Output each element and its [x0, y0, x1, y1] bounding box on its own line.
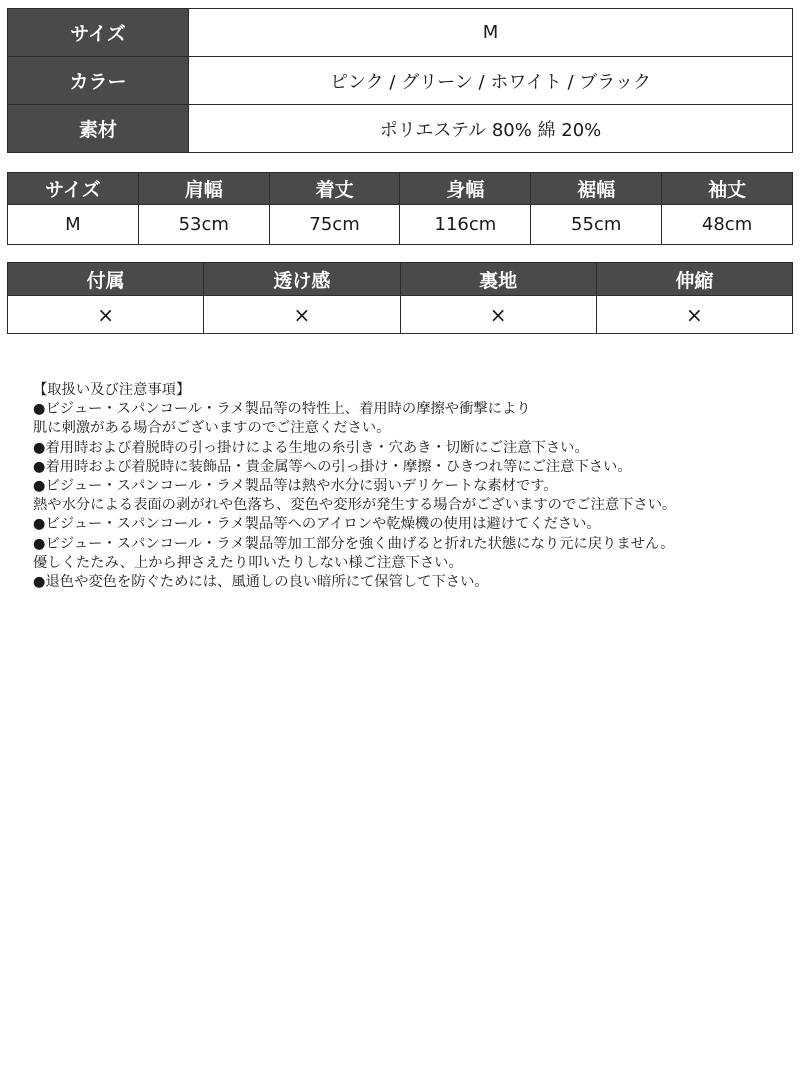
size-value-length: 75cm — [269, 205, 400, 245]
care-note-line: ●着用時および着脱時の引っ掛けによる生地の糸引き・穴あき・切断にご注意下さい。 — [33, 439, 589, 456]
size-table-header-row — [8, 173, 793, 205]
care-note-line: 肌に刺激がある場合がございますのでご注意ください。 — [33, 420, 391, 437]
size-value-chest: 116cm — [400, 205, 531, 245]
attr-value-sheerness: × — [204, 296, 400, 334]
care-note-line: ●ビジュー・スパンコール・ラメ製品等の特性上、着用時の摩擦や衝撃により — [33, 401, 531, 418]
care-note-line: ●ビジュー・スパンコール・ラメ製品等へのアイロンや乾燥機の使用は避けてください。 — [33, 516, 601, 533]
size-value-hem: 55cm — [531, 205, 662, 245]
size-value-sleeve: 48cm — [662, 205, 793, 245]
attr-value-stretch: × — [596, 296, 792, 334]
care-note-line: ●着用時および着脱時に装飾品・貴金属等への引っ掛け・摩擦・ひきつれ等にご注意下さい。 — [33, 458, 632, 475]
care-note-line: 優しくたたみ、上から押さえたり叩いたりしない様ご注意下さい。 — [33, 554, 463, 571]
attr-header-lining: 裏地 — [400, 263, 596, 296]
size-header-length: 着丈 — [269, 173, 400, 205]
attr-header-accessories: 付属 — [8, 263, 204, 296]
care-note-line: ●退色や変色を防ぐためには、風通しの良い暗所にて保管して下さい。 — [33, 574, 489, 591]
attr-header-stretch: 伸縮 — [596, 263, 792, 296]
care-notes — [33, 381, 793, 592]
spec-label-size: サイズ — [8, 9, 189, 57]
attribute-table — [7, 262, 793, 334]
size-header-sleeve: 袖丈 — [662, 173, 793, 205]
care-note-line: ●ビジュー・スパンコール・ラメ製品等加工部分を強く曲げると折れた状態になり元に戻りません。 — [33, 535, 675, 552]
spec-row-material — [8, 105, 793, 153]
spec-label-material: 素材 — [8, 105, 189, 153]
attribute-value-row — [8, 296, 793, 334]
attr-header-sheerness: 透け感 — [204, 263, 400, 296]
size-header-hem: 裾幅 — [531, 173, 662, 205]
spec-value-size: M — [189, 9, 793, 57]
attr-value-lining: × — [400, 296, 596, 334]
spec-row-size — [8, 9, 793, 57]
care-note-line: ●ビジュー・スパンコール・ラメ製品等は熱や水分に弱いデリケートな素材です。 — [33, 478, 558, 495]
spec-value-color: ピンク / グリーン / ホワイト / ブラック — [189, 57, 793, 105]
size-table-value-row — [8, 205, 793, 245]
spec-table — [7, 8, 793, 153]
spec-label-color: カラー — [8, 57, 189, 105]
size-header-chest: 身幅 — [400, 173, 531, 205]
care-note-line: 熱や水分による表面の剥がれや色落ち、変色や変形が発生する場合がございますのでご注意下さい。 — [33, 497, 677, 514]
attr-value-accessories: × — [8, 296, 204, 334]
size-table — [7, 172, 793, 245]
spec-row-color — [8, 57, 793, 105]
size-value-size: M — [8, 205, 139, 245]
care-notes-title: 【取扱い及び注意事項】 — [33, 382, 191, 398]
spec-value-material: ポリエステル 80% 綿 20% — [189, 105, 793, 153]
attribute-header-row — [8, 263, 793, 296]
size-value-shoulder: 53cm — [138, 205, 269, 245]
size-header-size: サイズ — [8, 173, 139, 205]
size-header-shoulder: 肩幅 — [138, 173, 269, 205]
